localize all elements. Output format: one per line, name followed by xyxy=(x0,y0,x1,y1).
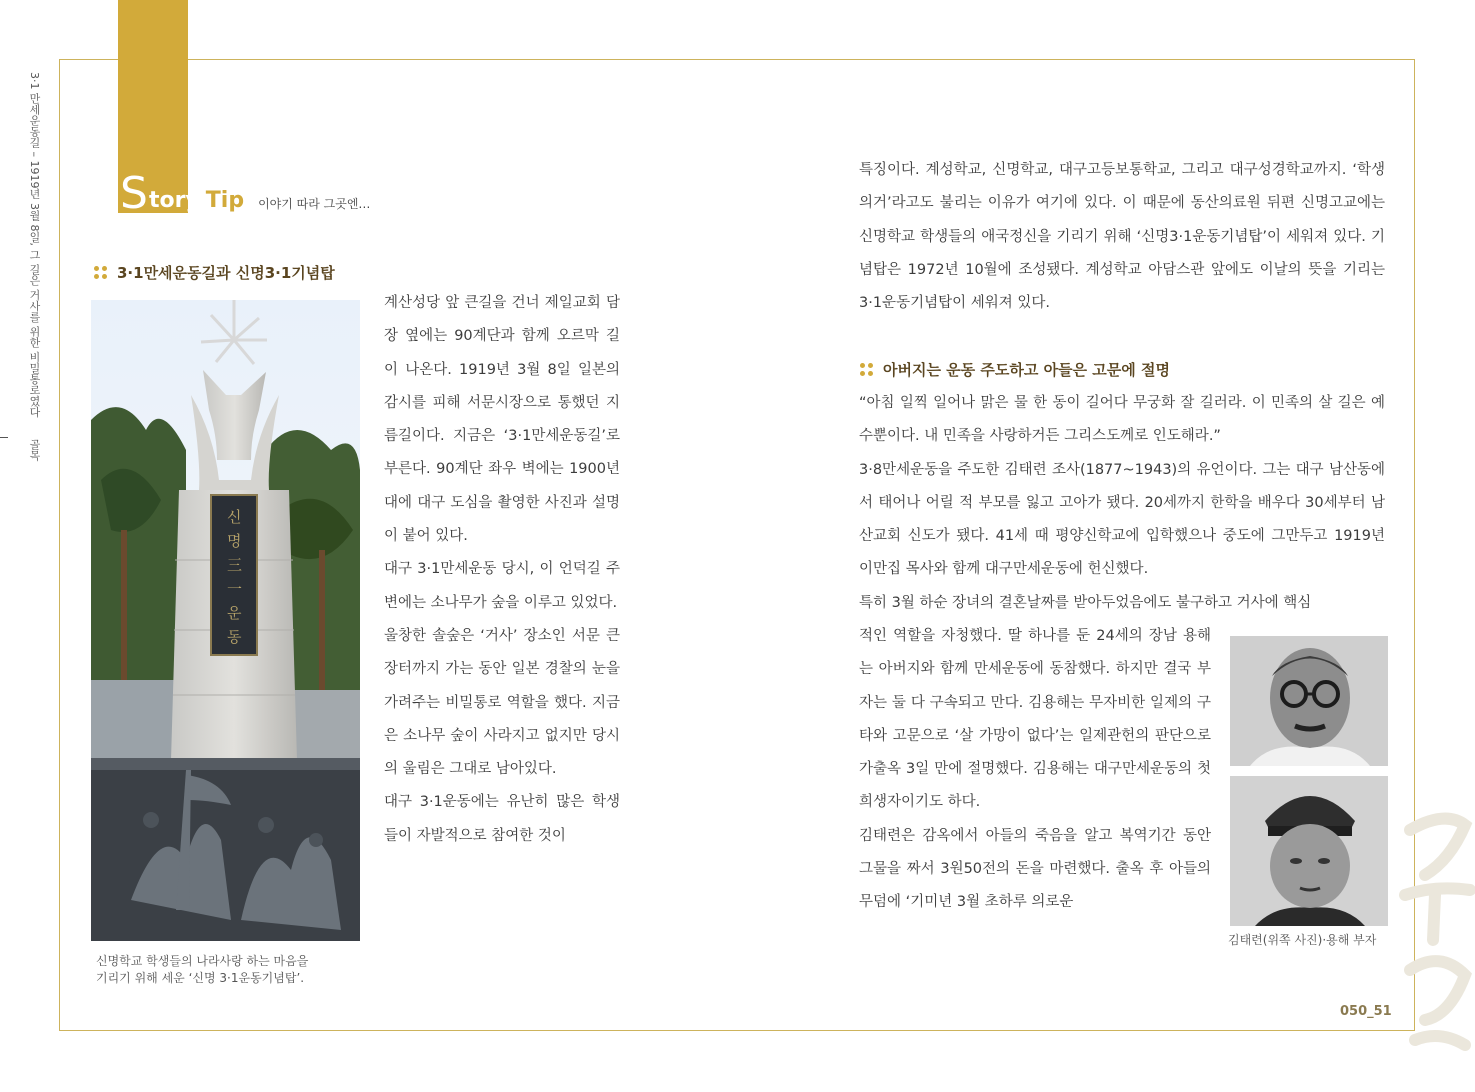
photo-caption xyxy=(96,953,366,987)
story-tip-tory: tory xyxy=(148,188,200,213)
section2-paragraph: 김태련은 감옥에서 아들의 죽음을 알고 복역기간 동안 그물을 짜서 3원50전의 돈을 마련했다. 출옥 후 아들의 무덤에 ‘기미년 3월 초하루 의로운 xyxy=(859,827,1211,911)
portrait-caption: 김태련(위쪽 사진)·용해 부자 xyxy=(1228,933,1377,947)
photo-caption-line2: 기리기 위해 세운 ‘신명 3·1운동기념탑’. xyxy=(96,971,305,985)
story-tip-s: S xyxy=(120,168,148,219)
section2-heading-text: 아버지는 운동 주도하고 아들은 고문에 절명 xyxy=(883,361,1170,379)
spine-section: 골목 xyxy=(28,439,41,462)
calligraphy-watermark xyxy=(1395,800,1475,1080)
right-column-intro xyxy=(859,154,1385,320)
photo-caption-line1: 신명학교 학생들의 나라사랑 하는 마음을 xyxy=(96,954,309,968)
svg-text:동: 동 xyxy=(227,628,242,646)
section2-paragraph: “아침 일찍 일어나 맑은 물 한 동이 길어다 무궁화 잘 길러라. 이 민족의 살 길은 예수뿐이다. 내 민족을 사랑하거든 그리스도께로 인도해라.” xyxy=(859,395,1385,445)
monument-photo xyxy=(91,300,360,941)
spine-marker xyxy=(0,437,8,438)
portrait-son xyxy=(1230,776,1388,926)
section2-heading xyxy=(860,359,1170,380)
section2-paragraph: 3·8만세운동을 주도한 김태련 조사(1877~1943)의 유언이다. 그는 대구 남산동에서 태어나 어릴 적 부모를 잃고 고아가 됐다. 20세까지 한학을 배우다 30세부터 남산교회 신도가 됐다. 41세 때 평양신학교에 입학했으나 중도에 그만두고 1919년 이만집 목사와 함께 대구만세운동에 헌신했다. xyxy=(859,461,1385,578)
section1-paragraph: 대구 3·1만세운동 당시, 이 언덕길 주변에는 소나무가 숲을 이루고 있었다. xyxy=(384,561,620,611)
svg-text:운: 운 xyxy=(227,604,242,622)
story-tip-header xyxy=(120,168,371,219)
section1-paragraph: 울창한 솔숲은 ‘거사’ 장소인 서문 큰장터까지 가는 동안 일본 경찰의 눈을 가려주는 비밀통로 역할을 했다. 지금은 소나무 숲이 사라지고 없지만 당시의 울림은 그대로 남아있다. xyxy=(384,627,620,778)
section1-body xyxy=(384,287,620,853)
spine-title: 3·1 만세운동길 – 1919년 3월 8일, 그 길은 거사를 위한 비밀통로였다 xyxy=(28,72,41,418)
section2-body-narrow xyxy=(859,620,1211,920)
svg-text:신: 신 xyxy=(227,508,242,526)
story-tip-tip: Tip xyxy=(205,188,245,213)
story-tip-subtitle: 이야기 따라 그곳엔… xyxy=(258,197,371,211)
svg-text:명: 명 xyxy=(227,532,242,550)
spine-running-header xyxy=(24,72,42,472)
portrait-father xyxy=(1230,636,1388,766)
svg-text:一: 一 xyxy=(227,580,243,598)
section2-paragraph: 특히 3월 하순 장녀의 결혼날짜를 받아두었음에도 불구하고 거사에 핵심 xyxy=(859,594,1312,611)
bullet-dots-icon xyxy=(860,363,873,376)
intro-paragraph: 특징이다. 계성학교, 신명학교, 대구고등보통학교, 그리고 대구성경학교까지. ‘학생의거’라고도 불리는 이유가 여기에 있다. 이 때문에 동산의료원 뒤편 신명고교에는 신명학교 학생들의 애국정신을 기리기 위해 ‘신명3·1운동기념탑’이 세워져 있다. 기념탑은 1972년 10월에 조성됐다. 계성학교 아담스관 앞에도 이날의 뜻을 기리는 3·1운동기념탑이 세워져 있다. xyxy=(859,162,1385,312)
bullet-dots-icon xyxy=(94,266,107,279)
page-number: 050_51 xyxy=(1340,1004,1392,1019)
svg-text:三: 三 xyxy=(227,556,243,574)
section1-paragraph: 계산성당 앞 큰길을 건너 제일교회 담장 옆에는 90계단과 함께 오르막 길이 나온다. 1919년 3월 8일 일본의 감시를 피해 서문시장으로 통했던 지름길이다. 지금은 ‘3·1만세운동길’로 부른다. 90계단 좌우 벽에는 1900년대에 대구 도심을 촬영한 사진과 설명이 붙어 있다. xyxy=(384,295,620,545)
section1-heading-text: 3·1만세운동길과 신명3·1기념탑 xyxy=(117,264,335,282)
section1-paragraph: 대구 3·1운동에는 유난히 많은 학생들이 자발적으로 참여한 것이 xyxy=(384,794,620,844)
section1-heading xyxy=(94,262,335,283)
section2-paragraph: 적인 역할을 자청했다. 딸 하나를 둔 24세의 장남 용해는 아버지와 함께 만세운동에 동참했다. 하지만 결국 부자는 둘 다 구속되고 만다. 김용해는 무자비한 일제의 구타와 고문으로 ‘살 가망이 없다’는 일제관헌의 판단으로 가출옥 3일 만에 절명했다. 김용해는 대구만세운동의 첫 희생자이기도 하다. xyxy=(859,628,1211,811)
section2-body-wide xyxy=(859,387,1385,620)
